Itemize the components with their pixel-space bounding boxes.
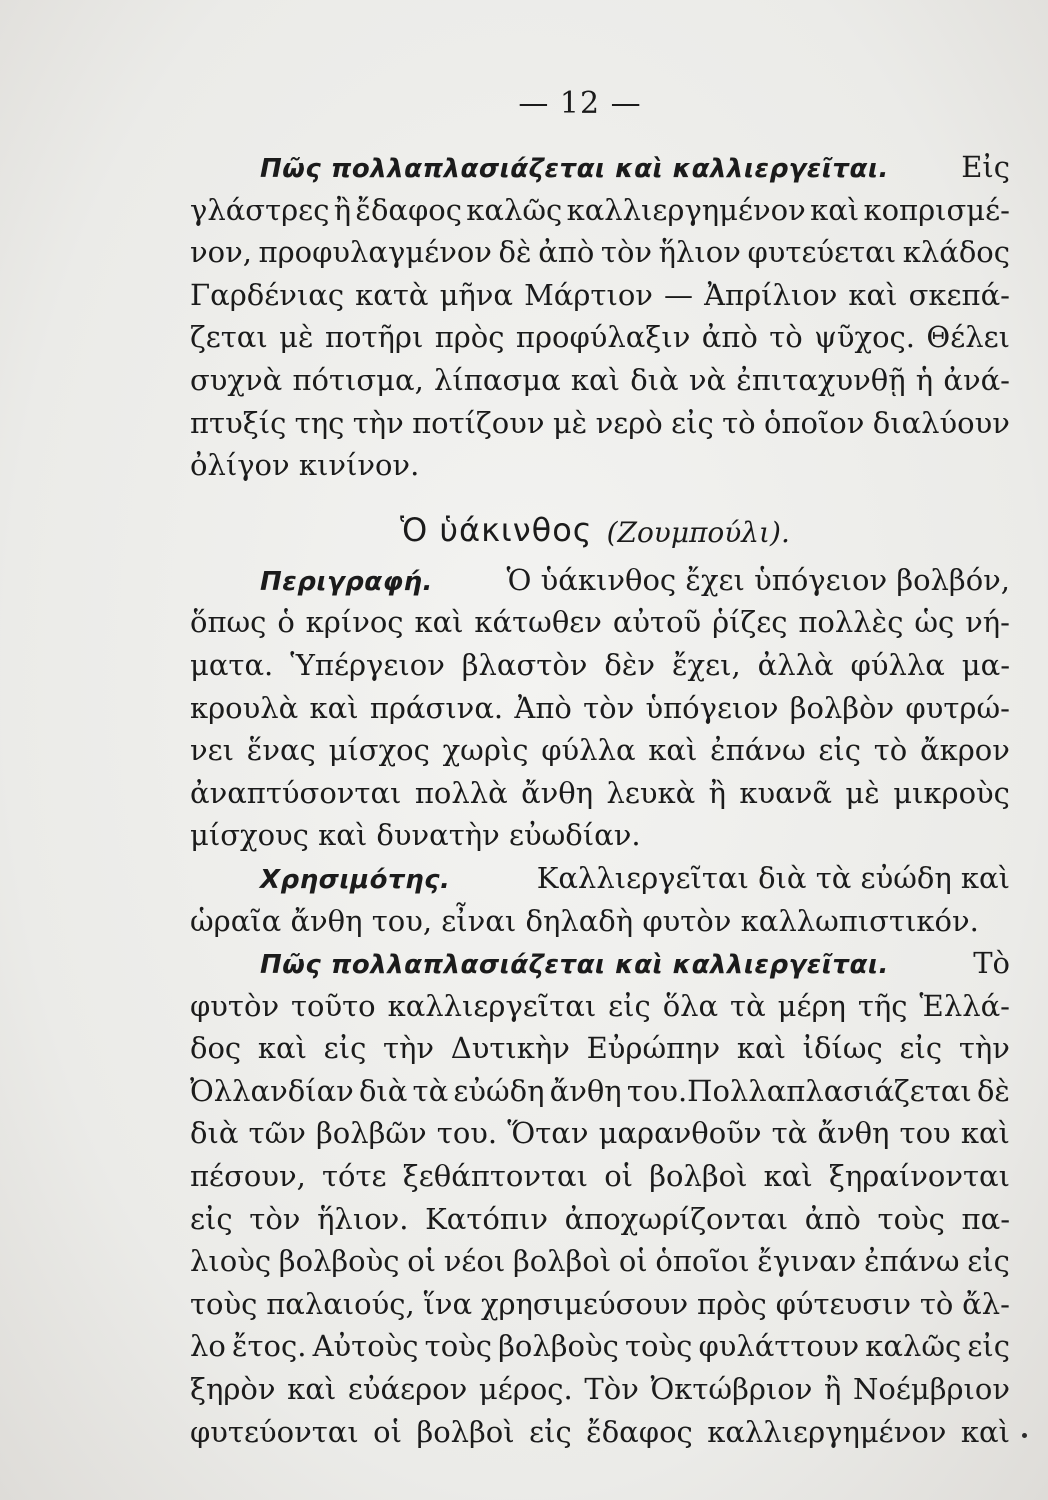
word: ποτῆρι [324, 320, 424, 355]
word: νὰ [688, 362, 727, 397]
text-line [190, 861, 1010, 904]
word: ἐπάνω [864, 1244, 960, 1279]
word: ἐπιταχυνθῇ [736, 362, 906, 397]
word: Τὸν [584, 1372, 639, 1407]
word: ψῦχος. [814, 320, 916, 355]
text-line: μίσχους καὶ δυνατὴν εὐωδίαν. [190, 818, 641, 853]
text-line [190, 320, 1010, 363]
word: εἰς [323, 1031, 367, 1066]
text-line [190, 1202, 1010, 1245]
word: ὑπόγειον [645, 690, 779, 725]
section-heading: Χρησιμότης. [260, 864, 451, 895]
word: τῶν [248, 1116, 306, 1151]
word: οἱ [604, 1159, 634, 1194]
word: πράσινα. [369, 690, 504, 725]
word: καὶ [570, 362, 620, 397]
text-line [190, 563, 1010, 606]
word: του. [436, 1116, 498, 1151]
word: κρουλὰ [190, 690, 299, 725]
word: λίπασμα [434, 362, 561, 397]
word: φύλλα [541, 733, 636, 768]
word: πρὸς [696, 1286, 767, 1321]
text-line [190, 150, 1010, 193]
word: ἄκρον [920, 733, 1010, 768]
word: νέοι [443, 1244, 506, 1279]
section-heading: Περιγραφή. [260, 566, 433, 597]
text-line [190, 363, 1010, 406]
word: φυλάττουν [698, 1329, 860, 1364]
section-heading: Πῶς πολλαπλασιάζεται καὶ καλλιεργεῖται. [260, 154, 889, 184]
word: μέρος. [478, 1372, 573, 1407]
word: ὁποῖοι [655, 1244, 750, 1279]
word: εὐώδη [453, 1073, 545, 1108]
word: τοὺς [424, 1329, 493, 1364]
word: οἱ [618, 1244, 648, 1279]
word: αὐτοῦ [612, 605, 702, 640]
text-line [190, 946, 1010, 989]
word: τὸ [919, 1286, 954, 1321]
word: καλῶς [865, 1329, 962, 1364]
word: καλῶς [466, 192, 563, 227]
word: ἥλιον. [317, 1201, 409, 1236]
section-heading: Πῶς πολλαπλασιάζεται καὶ καλλιεργεῖται. [260, 950, 889, 981]
word: συχνὰ [190, 362, 283, 397]
word: εὐάερον [347, 1372, 468, 1407]
text-line [190, 691, 1010, 734]
word: τὴν [352, 405, 404, 440]
word: τοῦτο [291, 988, 376, 1023]
word: ἡ [915, 362, 934, 397]
word: καλλιεργημένον [566, 192, 806, 227]
word: πέσουν, [190, 1159, 306, 1194]
word: εἰς [967, 1244, 1010, 1279]
body-text [190, 150, 1010, 1457]
word: ἔδαφος [355, 192, 463, 227]
word: νή- [965, 605, 1010, 640]
word: φυτεύονται [190, 1414, 359, 1449]
ink-speck [1022, 1433, 1027, 1438]
word: εἰς [529, 1414, 572, 1449]
word: — [664, 277, 693, 312]
word: εἰς [967, 1329, 1010, 1364]
word: Δυτικὴν [450, 1031, 570, 1066]
word: τὴν [958, 1031, 1010, 1066]
word: πολλὲς [798, 605, 904, 640]
section-title [180, 491, 1010, 555]
word: εἰς [818, 733, 861, 768]
word: γλάστρες [190, 192, 330, 227]
word: ὁ [277, 605, 295, 640]
text-line [190, 1074, 1010, 1117]
word: ἢ [708, 775, 727, 810]
word: Θέλει [926, 320, 1010, 355]
word: ὅπως [190, 605, 267, 640]
word: Κατόπιν [425, 1201, 548, 1236]
word: προφυλαγμένον [258, 235, 492, 270]
word: Ἀπὸ [514, 690, 572, 725]
text-line: ὡραῖα ἄνθη του, εἶναι δηλαδὴ φυτὸν καλλωπιστικόν. [190, 903, 979, 938]
word: παλαιούς, [266, 1286, 415, 1321]
word: τὸν [249, 1201, 301, 1236]
word: ἄνθη [549, 1073, 622, 1108]
word: καλλιεργεῖται [387, 988, 597, 1023]
word: καὶ [414, 605, 464, 640]
word: Μάρτιον [524, 277, 653, 312]
text-run: Καλλιεργεῖται διὰ τὰ εὐώδη καὶ [536, 860, 1010, 895]
word: οἱ [373, 1414, 402, 1449]
word: μὲ [279, 320, 314, 355]
word: ῥίζες [712, 605, 788, 640]
word: βολβῶν [316, 1116, 427, 1151]
word: Εὐρώπην [586, 1031, 721, 1066]
word: ξεθάπτονται [402, 1159, 589, 1194]
word: τὰ [730, 988, 766, 1023]
word: Ὀλλανδίαν [190, 1073, 354, 1108]
text-line [190, 605, 1010, 648]
text-line [190, 1244, 1010, 1287]
word: βλαστὸν [461, 647, 588, 682]
word: ἢ [333, 192, 352, 227]
word: δος [190, 1031, 242, 1066]
word: ἄνθη [521, 775, 594, 810]
word: ἀπὸ [804, 1201, 861, 1236]
word: καὶ [648, 733, 698, 768]
word: ματα. [190, 647, 274, 682]
text-line [190, 733, 1010, 776]
word: κλάδος [902, 235, 1010, 270]
text-line [190, 1329, 1010, 1372]
word: δὲν [604, 647, 656, 682]
word: τὰ [412, 1073, 449, 1108]
word: καὶ [257, 1031, 307, 1066]
word: εἰς [899, 1031, 943, 1066]
word: διὰ [358, 1073, 408, 1108]
word: πα- [961, 1201, 1010, 1236]
word: πολλὰ [414, 775, 508, 810]
text-line [190, 1287, 1010, 1330]
word: διαλύουν [872, 405, 1010, 440]
word: χρησιμεύσουν [480, 1286, 689, 1321]
word: φύτευσιν [775, 1286, 911, 1321]
word: κυανᾶ [739, 775, 832, 810]
word: ἀνά- [943, 362, 1010, 397]
word: εἰς [608, 988, 651, 1023]
word: ἕνας [246, 733, 316, 768]
word: καλλιεργημένον [707, 1414, 947, 1449]
word: εἰς [190, 1201, 233, 1236]
word: ἀποχωρίζονται [564, 1201, 789, 1236]
word: μα- [961, 647, 1010, 682]
word: ἰδίως [802, 1031, 883, 1066]
word: τὴν [383, 1031, 435, 1066]
word: οἱ [407, 1244, 437, 1279]
word: ἀπὸ [701, 320, 758, 355]
word: βολβοὺς [498, 1329, 619, 1364]
word: καὶ [287, 1372, 337, 1407]
word: Αὐτοὺς [312, 1329, 419, 1364]
word: Ἑλλά- [919, 988, 1010, 1023]
word: φυτὸν [190, 988, 280, 1023]
page-number: — 12 — [518, 86, 642, 121]
word: Νοέμβριον [853, 1372, 1010, 1407]
text-line [190, 1116, 1010, 1159]
word: πρὸς [434, 320, 505, 355]
word: ἵνα [423, 1286, 473, 1321]
word: καὶ [309, 690, 359, 725]
word: μίσχος [328, 733, 430, 768]
word: τὸν [583, 690, 635, 725]
word: δὲ [498, 235, 532, 270]
text-line [190, 406, 1010, 449]
word: νει [190, 733, 235, 768]
word: καὶ [848, 277, 898, 312]
word: φυτρώ- [905, 690, 1010, 725]
word: καὶ [960, 1116, 1010, 1151]
text-line [190, 193, 1010, 236]
word: ἥλιον [658, 235, 741, 270]
word: του.Πολλαπλασιάζεται [626, 1073, 972, 1108]
word: λο [190, 1329, 226, 1364]
word: ὁποῖον [763, 405, 865, 440]
word: ἀπὸ [538, 235, 595, 270]
word: τοὺς [190, 1286, 258, 1321]
word: κοπρισμέ- [863, 192, 1010, 227]
word: καὶ [763, 1159, 813, 1194]
word: ὅλα [662, 988, 719, 1023]
text-run: Ὁ ὑάκινθος ἔχει ὑπόγειον βολβόν, [506, 562, 1010, 597]
word: διὰ [190, 1116, 239, 1151]
word: τοὺς [877, 1201, 945, 1236]
text-line [190, 1031, 1010, 1074]
word: ξηραίνονται [828, 1159, 1010, 1194]
word: τὸ [769, 320, 803, 355]
text-run: Εἰς [961, 150, 1010, 184]
word: βολβὸν [789, 690, 895, 725]
word: βολβοὺς [278, 1244, 400, 1279]
word: του [899, 1116, 951, 1151]
word: χωρὶς [442, 733, 529, 768]
word: κρίνος [305, 605, 404, 640]
word: τὸ [722, 405, 756, 440]
word: ἔγιναν [757, 1244, 857, 1279]
word: καὶ [960, 1414, 1010, 1449]
word: ἢ [824, 1372, 842, 1407]
word: τότε [322, 1159, 387, 1194]
word: τὸν [600, 235, 653, 270]
word: διὰ [630, 362, 679, 397]
word: πτυξίς [190, 405, 287, 440]
word: φύλλα [850, 647, 945, 682]
word: Ὀκτώβριον [650, 1372, 813, 1407]
word: ποτίζουν [412, 405, 545, 440]
word: πότισμα, [292, 362, 424, 397]
word: βολβοὶ [416, 1414, 515, 1449]
word: μὲ [845, 775, 880, 810]
word: προφύλαξιν [515, 320, 691, 355]
word: τοὺς [624, 1329, 693, 1364]
word: κατὰ [355, 277, 429, 312]
word: κάτωθεν [474, 605, 602, 640]
word: ὡς [914, 605, 955, 640]
text-line [190, 1415, 1010, 1458]
text-line [190, 1372, 1010, 1415]
text-line [190, 278, 1010, 321]
text-line [190, 776, 1010, 819]
word: ἄνθη [817, 1116, 890, 1151]
word: ἔδαφος [586, 1414, 693, 1449]
word: Ἀπρίλιον [704, 277, 838, 312]
word: καὶ [736, 1031, 786, 1066]
word: ἐπάνω [710, 733, 806, 768]
title-main: Ὁ ὑάκινθος [400, 510, 593, 549]
word: νον, [190, 235, 252, 270]
word: τῆς [857, 988, 908, 1023]
word: μέρη [777, 988, 846, 1023]
word: ἄλ- [962, 1286, 1010, 1321]
word: σκεπά- [908, 277, 1010, 312]
word: λιοὺς [190, 1244, 272, 1279]
word: ἀλλὰ [757, 647, 834, 682]
word: ἔτος. [231, 1329, 307, 1364]
word: εἰς [671, 405, 714, 440]
word: νερὸ [595, 405, 663, 440]
word: Γαρδένιας [190, 277, 345, 312]
word: μαρανθοῦν [598, 1116, 762, 1151]
text-line [190, 989, 1010, 1032]
word: ξηρὸν [190, 1372, 276, 1407]
word: βολβοὶ [649, 1159, 748, 1194]
word: ζεται [190, 320, 268, 355]
word: καὶ [810, 192, 860, 227]
text-line [190, 235, 1010, 278]
word: Ὅταν [507, 1116, 589, 1151]
title-subtitle: (Ζουμπούλι). [606, 515, 790, 549]
text-line [190, 648, 1010, 691]
word: μικροὺς [893, 775, 1010, 810]
word: τὰ [771, 1116, 808, 1151]
word: βολβοὶ [512, 1244, 612, 1279]
text-line [190, 1159, 1010, 1202]
text-line: ὀλίγον κινίνον. [190, 448, 420, 483]
word: λευκὰ [606, 775, 696, 810]
word: ἔχει, [671, 647, 741, 682]
word: μὲ [552, 405, 588, 440]
word: δὲ [976, 1073, 1010, 1108]
text-run: Τὸ [973, 946, 1010, 981]
word: τὸ [873, 733, 908, 768]
word: φυτεύεται [747, 235, 897, 270]
word: της [294, 405, 345, 440]
word: μῆνα [439, 277, 513, 312]
word: ἀναπτύσονται [190, 775, 402, 810]
word: Ὑπέργειον [290, 647, 445, 682]
